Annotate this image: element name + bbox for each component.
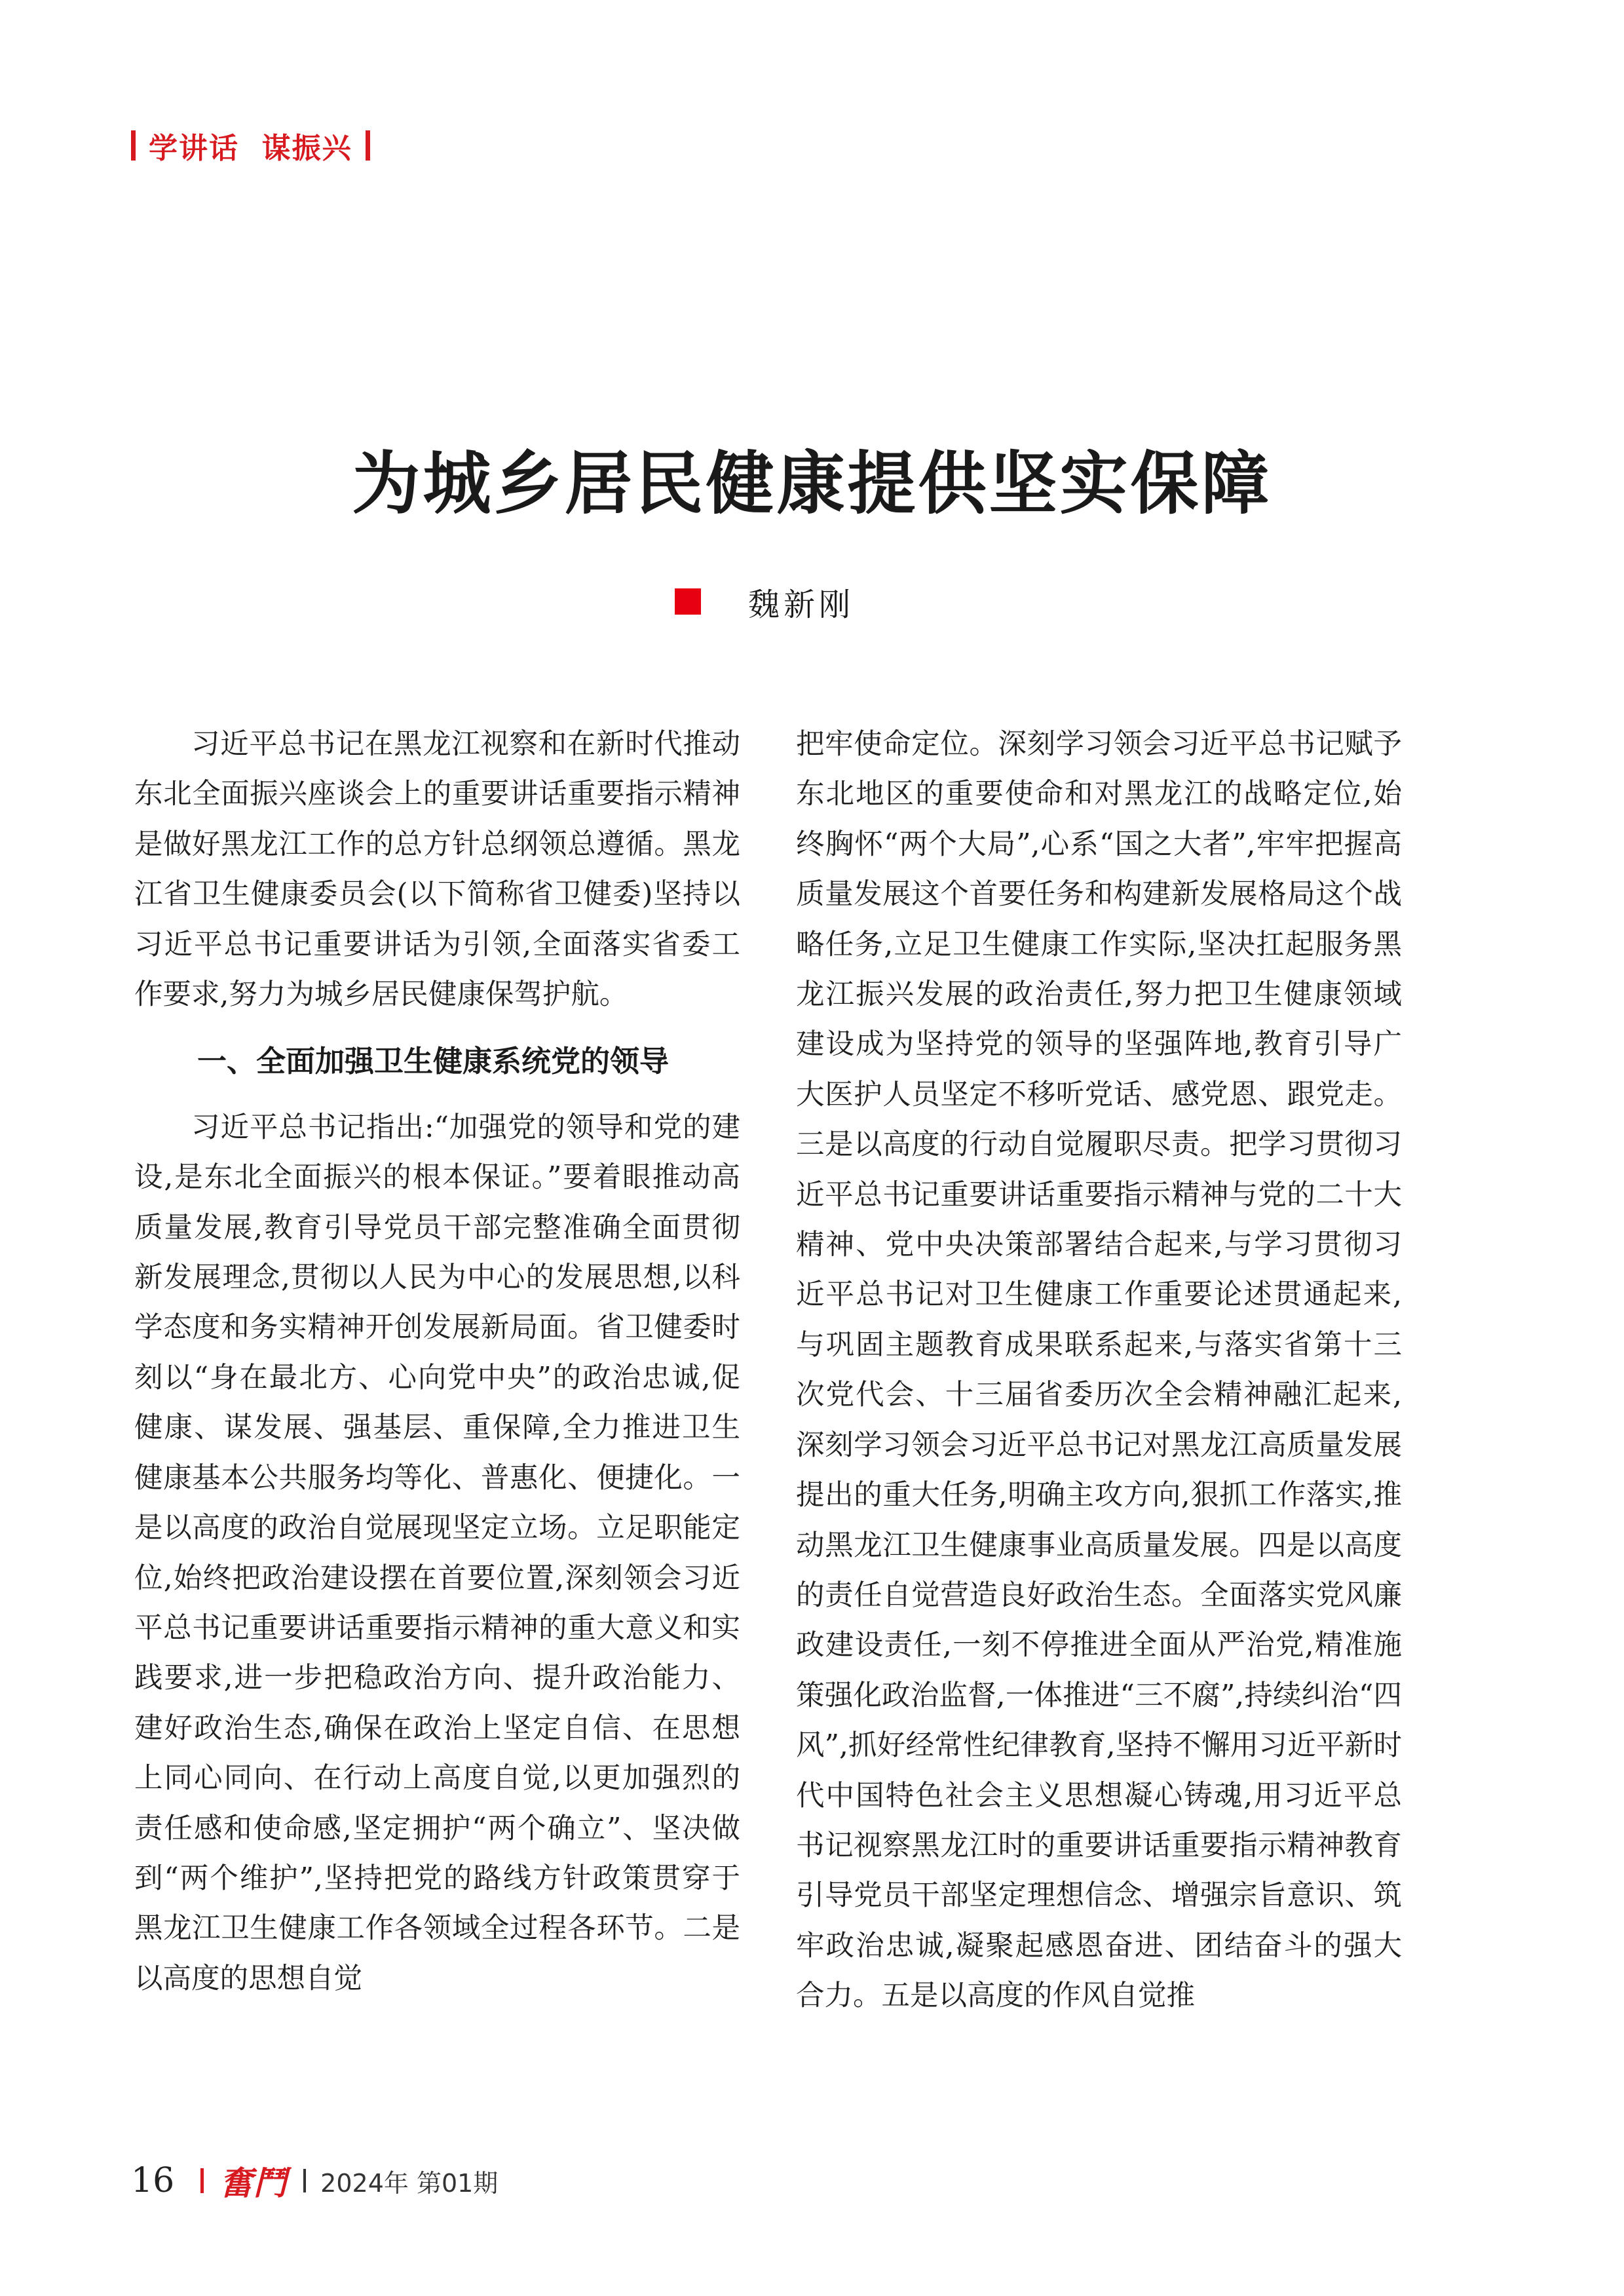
tag-bar-left [131, 130, 136, 161]
footer-bar-dark [303, 2169, 306, 2192]
author-name: 魏新刚 [748, 586, 855, 623]
section-tag [131, 124, 370, 166]
left-column [134, 719, 740, 2004]
paragraph-section1-continued: 把牢使命定位。深刻学习领会习近平总书记赋予东北地区的重要使命和对黑龙江的战略定位,始终胸怀“两个大局”,心系“国之大者”,牢牢把握高质量发展这个首要任务和构建新发展格局这个战略任务,立足卫生健康工作实际,坚决扛起服务黑龙江振兴发展的政治责任,努力把卫生健康领域建设成为坚持党的领导的坚强阵地,教育引导广大医护人员坚定不移听党话、感党恩、跟党走。三是以高度的行动自觉履职尽责。把学习贯彻习近平总书记重要讲话重要指示精神与党的二十大精神、党中央决策部署结合起来,与学习贯彻习近平总书记对卫生健康工作重要论述贯通起来,与巩固主题教育成果联系起来,与落实省第十三次党代会、十三届省委历次全会精神融汇起来,深刻学习领会习近平总书记对黑龙江高质量发展提出的重大任务,明确主攻方向,狠抓工作落实,推动黑龙江卫生健康事业高质量发展。四是以高度的责任自觉营造良好政治生态。全面落实党风廉政建设责任,一刻不停推进全面从严治党,精准施策强化政治监督,一体推进“三不腐”,持续纠治“四风”,抓好经常性纪律教育,坚持不懈用习近平新时代中国特色社会主义思想凝心铸魂,用习近平总书记视察黑龙江时的重要讲话重要指示精神教育引导党员干部坚定理想信念、增强宗旨意识、筑牢政治忠诚,凝聚起感恩奋进、团结奋斗的强大合力。五是以高度的作风自觉推 [796, 728, 1402, 2013]
section-heading-1: 一、全面加强卫生健康系统党的领导 [197, 1044, 670, 1079]
section-tag-text: 学讲话 谋振兴 [149, 132, 352, 165]
right-column [796, 719, 1402, 2021]
page-number: 16 [131, 2161, 175, 2200]
author-line [675, 575, 854, 628]
magazine-logo: 奮鬥 [219, 2164, 288, 2202]
footer-bar-red [200, 2168, 204, 2193]
issue-label: 2024年 第01期 [320, 2168, 499, 2198]
article-title: 为城乡居民健康提供坚实保障 [352, 442, 1272, 524]
page-footer [131, 2154, 498, 2207]
tag-bar-right [366, 130, 370, 161]
author-marker-icon [675, 588, 701, 615]
paragraph-section1: 习近平总书记指出:“加强党的领导和党的建设,是东北全面振兴的根本保证。”要着眼推动高质量发展,教育引导党员干部完整准确全面贯彻新发展理念,贯彻以人民为中心的发展思想,以科学态度和务实精神开创发展新局面。省卫健委时刻以“身在最北方、心向党中央”的政治忠诚,促健康、谋发展、强基层、重保障,全力推进卫生健康基本公共服务均等化、普惠化、便捷化。一是以高度的政治自觉展现坚定立场。立足职能定位,始终把政治建设摆在首要位置,深刻领会习近平总书记重要讲话重要指示精神的重大意义和实践要求,进一步把稳政治方向、提升政治能力、建好政治生态,确保在政治上坚定自信、在思想上同心同向、在行动上高度自觉,以更加强烈的责任感和使命感,坚定拥护“两个确立”、坚决做到“两个维护”,坚持把党的路线方针政策贯穿于黑龙江卫生健康工作各领域全过程各环节。二是以高度的思想自觉 [134, 1111, 740, 1995]
paragraph-intro: 习近平总书记在黑龙江视察和在新时代推动东北全面振兴座谈会上的重要讲话重要指示精神是做好黑龙江工作的总方针总纲领总遵循。黑龙江省卫生健康委员会(以下简称省卫健委)坚持以习近平总书记重要讲话为引领,全面落实省委工作要求,努力为城乡居民健康保驾护航。 [134, 728, 740, 1012]
